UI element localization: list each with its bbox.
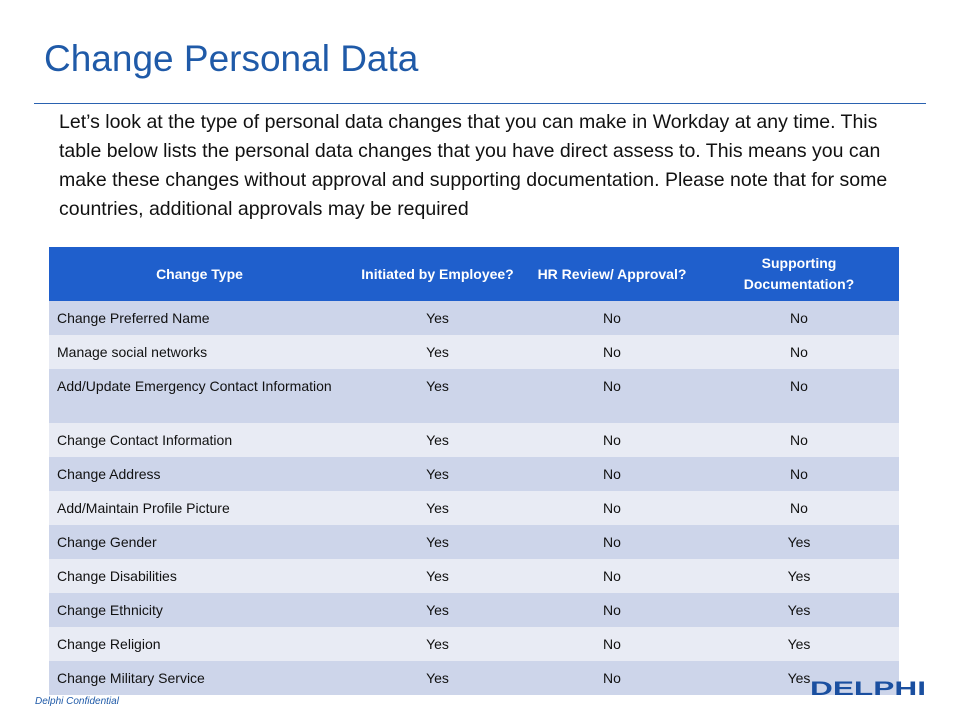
cell-hr-review: No [525, 661, 699, 695]
cell-documentation: No [699, 335, 899, 369]
cell-documentation: Yes [699, 627, 899, 661]
cell-change-type: Add/Update Emergency Contact Information [49, 369, 350, 423]
cell-change-type: Add/Maintain Profile Picture [49, 491, 350, 525]
cell-change-type: Change Gender [49, 525, 350, 559]
table-row [49, 627, 899, 661]
svg-text:DELPHI: DELPHI [810, 679, 926, 698]
header-initiated-by-employee: Initiated by Employee? [350, 247, 525, 301]
cell-hr-review: No [525, 335, 699, 369]
cell-documentation: No [699, 423, 899, 457]
cell-initiated: Yes [350, 661, 525, 695]
cell-initiated: Yes [350, 423, 525, 457]
cell-initiated: Yes [350, 335, 525, 369]
table-row [49, 661, 899, 695]
header-hr-review-approval: HR Review/ Approval? [525, 247, 699, 301]
title-divider [34, 103, 926, 104]
cell-initiated: Yes [350, 457, 525, 491]
cell-change-type: Change Ethnicity [49, 593, 350, 627]
intro-paragraph: Let’s look at the type of personal data changes that you can make in Workday at any time. This table below lists the personal data changes that you have direct assess to. This means you can make these changes without approval and supporting documentation. Please note that for some countries, additional approvals may be required [59, 111, 888, 220]
cell-initiated: Yes [350, 593, 525, 627]
table-row [49, 457, 899, 491]
table-row [49, 423, 899, 457]
cell-hr-review: No [525, 525, 699, 559]
cell-change-type: Change Disabilities [49, 559, 350, 593]
cell-documentation: Yes [699, 559, 899, 593]
cell-change-type: Change Address [49, 457, 350, 491]
cell-change-type: Manage social networks [49, 335, 350, 369]
cell-hr-review: No [525, 369, 699, 423]
confidential-notice: Delphi Confidential [35, 696, 119, 707]
cell-hr-review: No [525, 593, 699, 627]
cell-documentation: Yes [699, 661, 899, 695]
cell-documentation: Yes [699, 593, 899, 627]
table-header-row [49, 247, 899, 301]
personal-data-changes-table [49, 247, 899, 695]
header-supporting-documentation: Supporting Documentation? [699, 247, 899, 301]
cell-initiated: Yes [350, 627, 525, 661]
cell-change-type: Change Preferred Name [49, 301, 350, 335]
slide-title: Change Personal Data [44, 38, 419, 79]
table-row [49, 593, 899, 627]
cell-documentation: No [699, 457, 899, 491]
cell-documentation: No [699, 491, 899, 525]
cell-documentation: Yes [699, 525, 899, 559]
cell-initiated: Yes [350, 369, 525, 423]
cell-hr-review: No [525, 627, 699, 661]
cell-initiated: Yes [350, 559, 525, 593]
delphi-logo [808, 678, 928, 698]
cell-hr-review: No [525, 457, 699, 491]
cell-hr-review: No [525, 559, 699, 593]
table-row [49, 301, 899, 335]
cell-change-type: Change Military Service [49, 661, 350, 695]
cell-change-type: Change Contact Information [49, 423, 350, 457]
cell-initiated: Yes [350, 491, 525, 525]
table-row [49, 491, 899, 525]
table-row [49, 369, 899, 423]
cell-initiated: Yes [350, 525, 525, 559]
header-change-type: Change Type [49, 247, 350, 301]
cell-hr-review: No [525, 423, 699, 457]
cell-documentation: No [699, 301, 899, 335]
cell-change-type: Change Religion [49, 627, 350, 661]
cell-hr-review: No [525, 491, 699, 525]
table-row [49, 525, 899, 559]
cell-initiated: Yes [350, 301, 525, 335]
table-row [49, 335, 899, 369]
cell-hr-review: No [525, 301, 699, 335]
table-row [49, 559, 899, 593]
cell-documentation: No [699, 369, 899, 423]
